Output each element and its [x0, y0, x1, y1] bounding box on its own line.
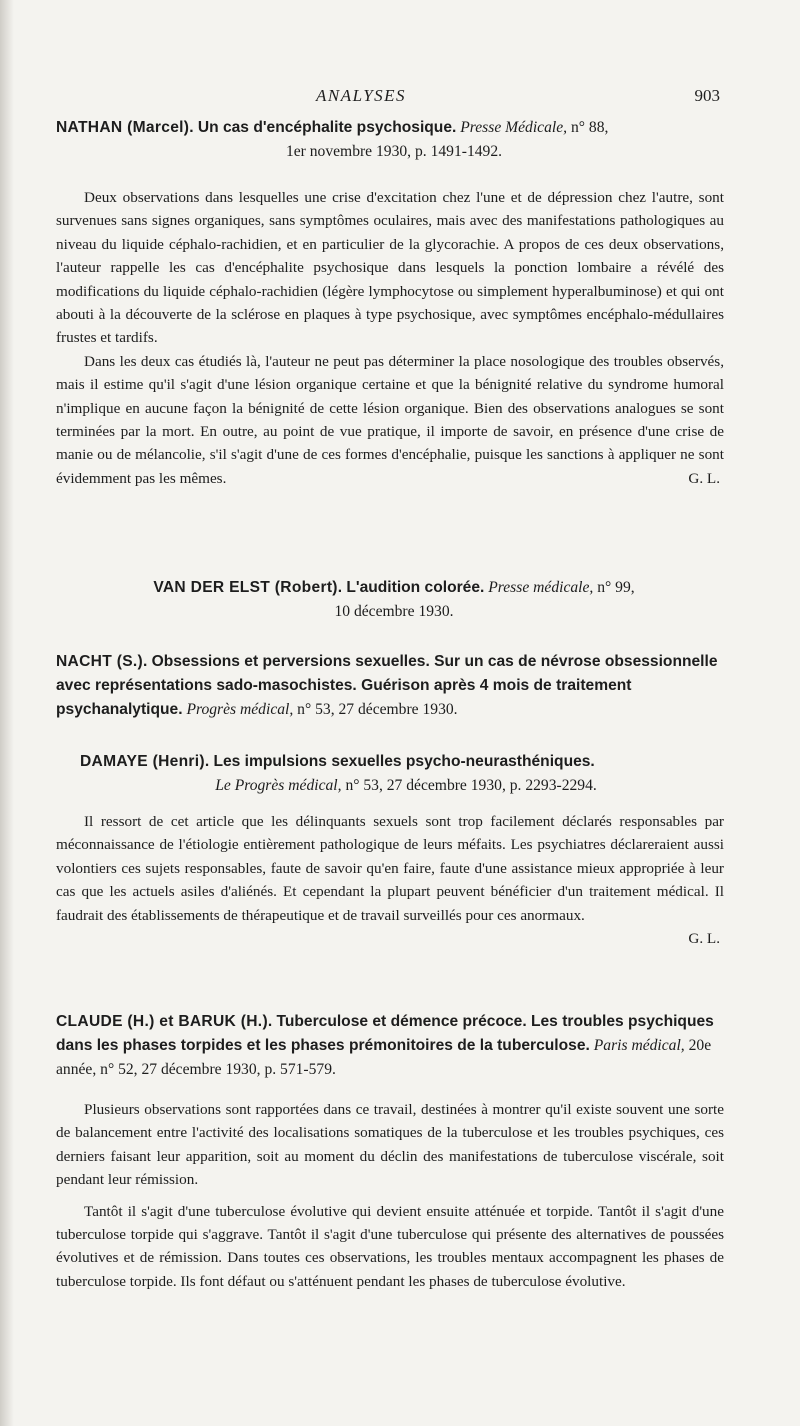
article-journal: Presse médicale,: [488, 579, 594, 596]
article-journal: Progrès médical,: [186, 701, 294, 718]
paragraph: [56, 350, 724, 490]
page-edge-shadow: [0, 0, 14, 1426]
article-author: NATHAN (Marcel).: [56, 119, 194, 136]
paragraph: Il ressort de cet article que les délinquants sexuels sont trop facilement déclarés responsables par méconnaissance de l'étiologie entièrement pathologique de leurs méfaits. Les psychiatres déclareraient aussi volontiers ces sujets responsables, faute de savoir qu'en faire, faute d'une assistance mieux appropriée à leur cas que les actuels asiles d'aliénés. Et cependant la plupart peuvent bénéficier d'un traitement médical. Il faudrait des établissements de thérapeutique et de travail surveillés pour ces anormaux.: [56, 813, 724, 924]
article-body-claude-baruk: [56, 1098, 724, 1293]
article-reference: n° 53, 27 décembre 1930, p. 2293-2294.: [345, 777, 597, 794]
article-reference: n° 99,: [597, 579, 635, 596]
article-author: VAN DER ELST (Robert).: [153, 579, 343, 596]
article-reference-date: 10 décembre 1930.: [334, 603, 454, 620]
paragraph-text: Dans les deux cas étudiés là, l'auteur ne peut pas déterminer la place nosologique des troubles observés, mais il estime qu'il s'agit d'une lésion organique certaine et que la bénignité relative du syndrome humoral n'implique en aucune façon la bénignité de cette lésion organique. Bien des observations analogues se sont terminées par la mort. En outre, au point de vue pratique, il importe de savoir, en présence d'une crise de manie ou de mélancolie, s'il s'agit d'une de ces formes d'encéphalie, puisque les sanctions à appliquer ne sont évidemment pas les mêmes.: [56, 352, 724, 487]
running-header: [0, 86, 800, 110]
article-heading-nathan: [56, 116, 732, 164]
article-journal: Le Progrès médical,: [215, 777, 342, 794]
article-journal: Presse Médicale,: [460, 119, 568, 136]
article-title: Un cas d'encéphalite psychosique.: [197, 119, 457, 136]
paragraph: Deux observations dans lesquelles une crise d'excitation chez l'une et de dépression chez l'autre, sont survenues sans signes organiques, sans symptômes oculaires, mais avec des manifestations pathologiques au niveau du liquide céphalo-rachidien, et en particulier de la glycorachie. A propos de ces deux observations, l'auteur rappelle les cas d'encéphalite psychosique dans lesquels la ponction lombaire a révélé des modifications du liquide céphalo-rachidien (légère lymphocytose ou simplement hyperalbuminose) et qui ont abouti à la découverte de la sclérose en plaques à type psychosique, avec symptômes encéphalo-médullaires frustes et tardifs.: [56, 189, 724, 347]
article-title: L'audition colorée.: [346, 579, 485, 596]
article-reference-line: [80, 774, 732, 798]
article-heading-damaye: [56, 750, 732, 798]
article-reference: n° 53, 27 décembre 1930.: [297, 701, 458, 718]
paragraph: Plusieurs observations sont rapportées dans ce travail, destinées à montrer qu'il existe souvent une sorte de balancement entre l'activité des localisations somatiques de la tuberculose et les troubles psychiques, ces derniers faisant leur apparition, soit au moment du déclin des manifestations de tuberculose viscérale, soit pendant leur rémission.: [56, 1101, 724, 1189]
article-body-damaye: [56, 810, 724, 950]
article-body-nathan: [56, 186, 724, 490]
article-reference: 20e année, n° 52, 27 décembre 1930, p. 571-579.: [56, 1037, 712, 1078]
signature: G. L.: [688, 469, 720, 487]
article-reference-date: 1er novembre 1930, p. 1491-1492.: [285, 143, 503, 160]
article-heading-van-der-elst: [56, 576, 732, 624]
article-title: Obsessions et perversions sexuelles. Sur un cas de névrose obsessionnelle avec représentations sado-masochistes. Guérison après 4 mois de traitement psychanalytique.: [56, 653, 718, 718]
article-journal: Paris médical,: [593, 1037, 685, 1054]
article-heading-nacht: [56, 650, 732, 722]
article-title: Les impulsions sexuelles psycho-neurasthéniques.: [213, 753, 595, 770]
article-author: DAMAYE (Henri).: [80, 753, 210, 770]
article-heading-claude-baruk: [56, 1010, 732, 1082]
article-title: Tuberculose et démence précoce. Les troubles psychiques dans les phases torpides et les phases prémonitoires de la tuberculose.: [56, 1013, 714, 1054]
running-title: ANALYSES: [316, 86, 407, 105]
article-reference: n° 88,: [570, 119, 609, 136]
signature: G. L.: [688, 930, 720, 948]
page-number: 903: [694, 86, 720, 105]
article-author: NACHT (S.).: [56, 653, 148, 670]
paragraph: Tantôt il s'agit d'une tuberculose évolutive qui devient ensuite atténuée et torpide. Tantôt il s'agit d'une tuberculose torpide qui s'aggrave. Tantôt il s'agit d'une tuberculose qui présente des alternatives de poussées évolutives et de rémission. Dans toutes ces observations, les troubles mentaux accompagnent les phases de tuberculose torpide. Ils font défaut ou s'atténuent pendant les phases de tuberculose évolutive.: [56, 1202, 724, 1290]
article-author: CLAUDE (H.) et BARUK (H.).: [56, 1013, 273, 1030]
